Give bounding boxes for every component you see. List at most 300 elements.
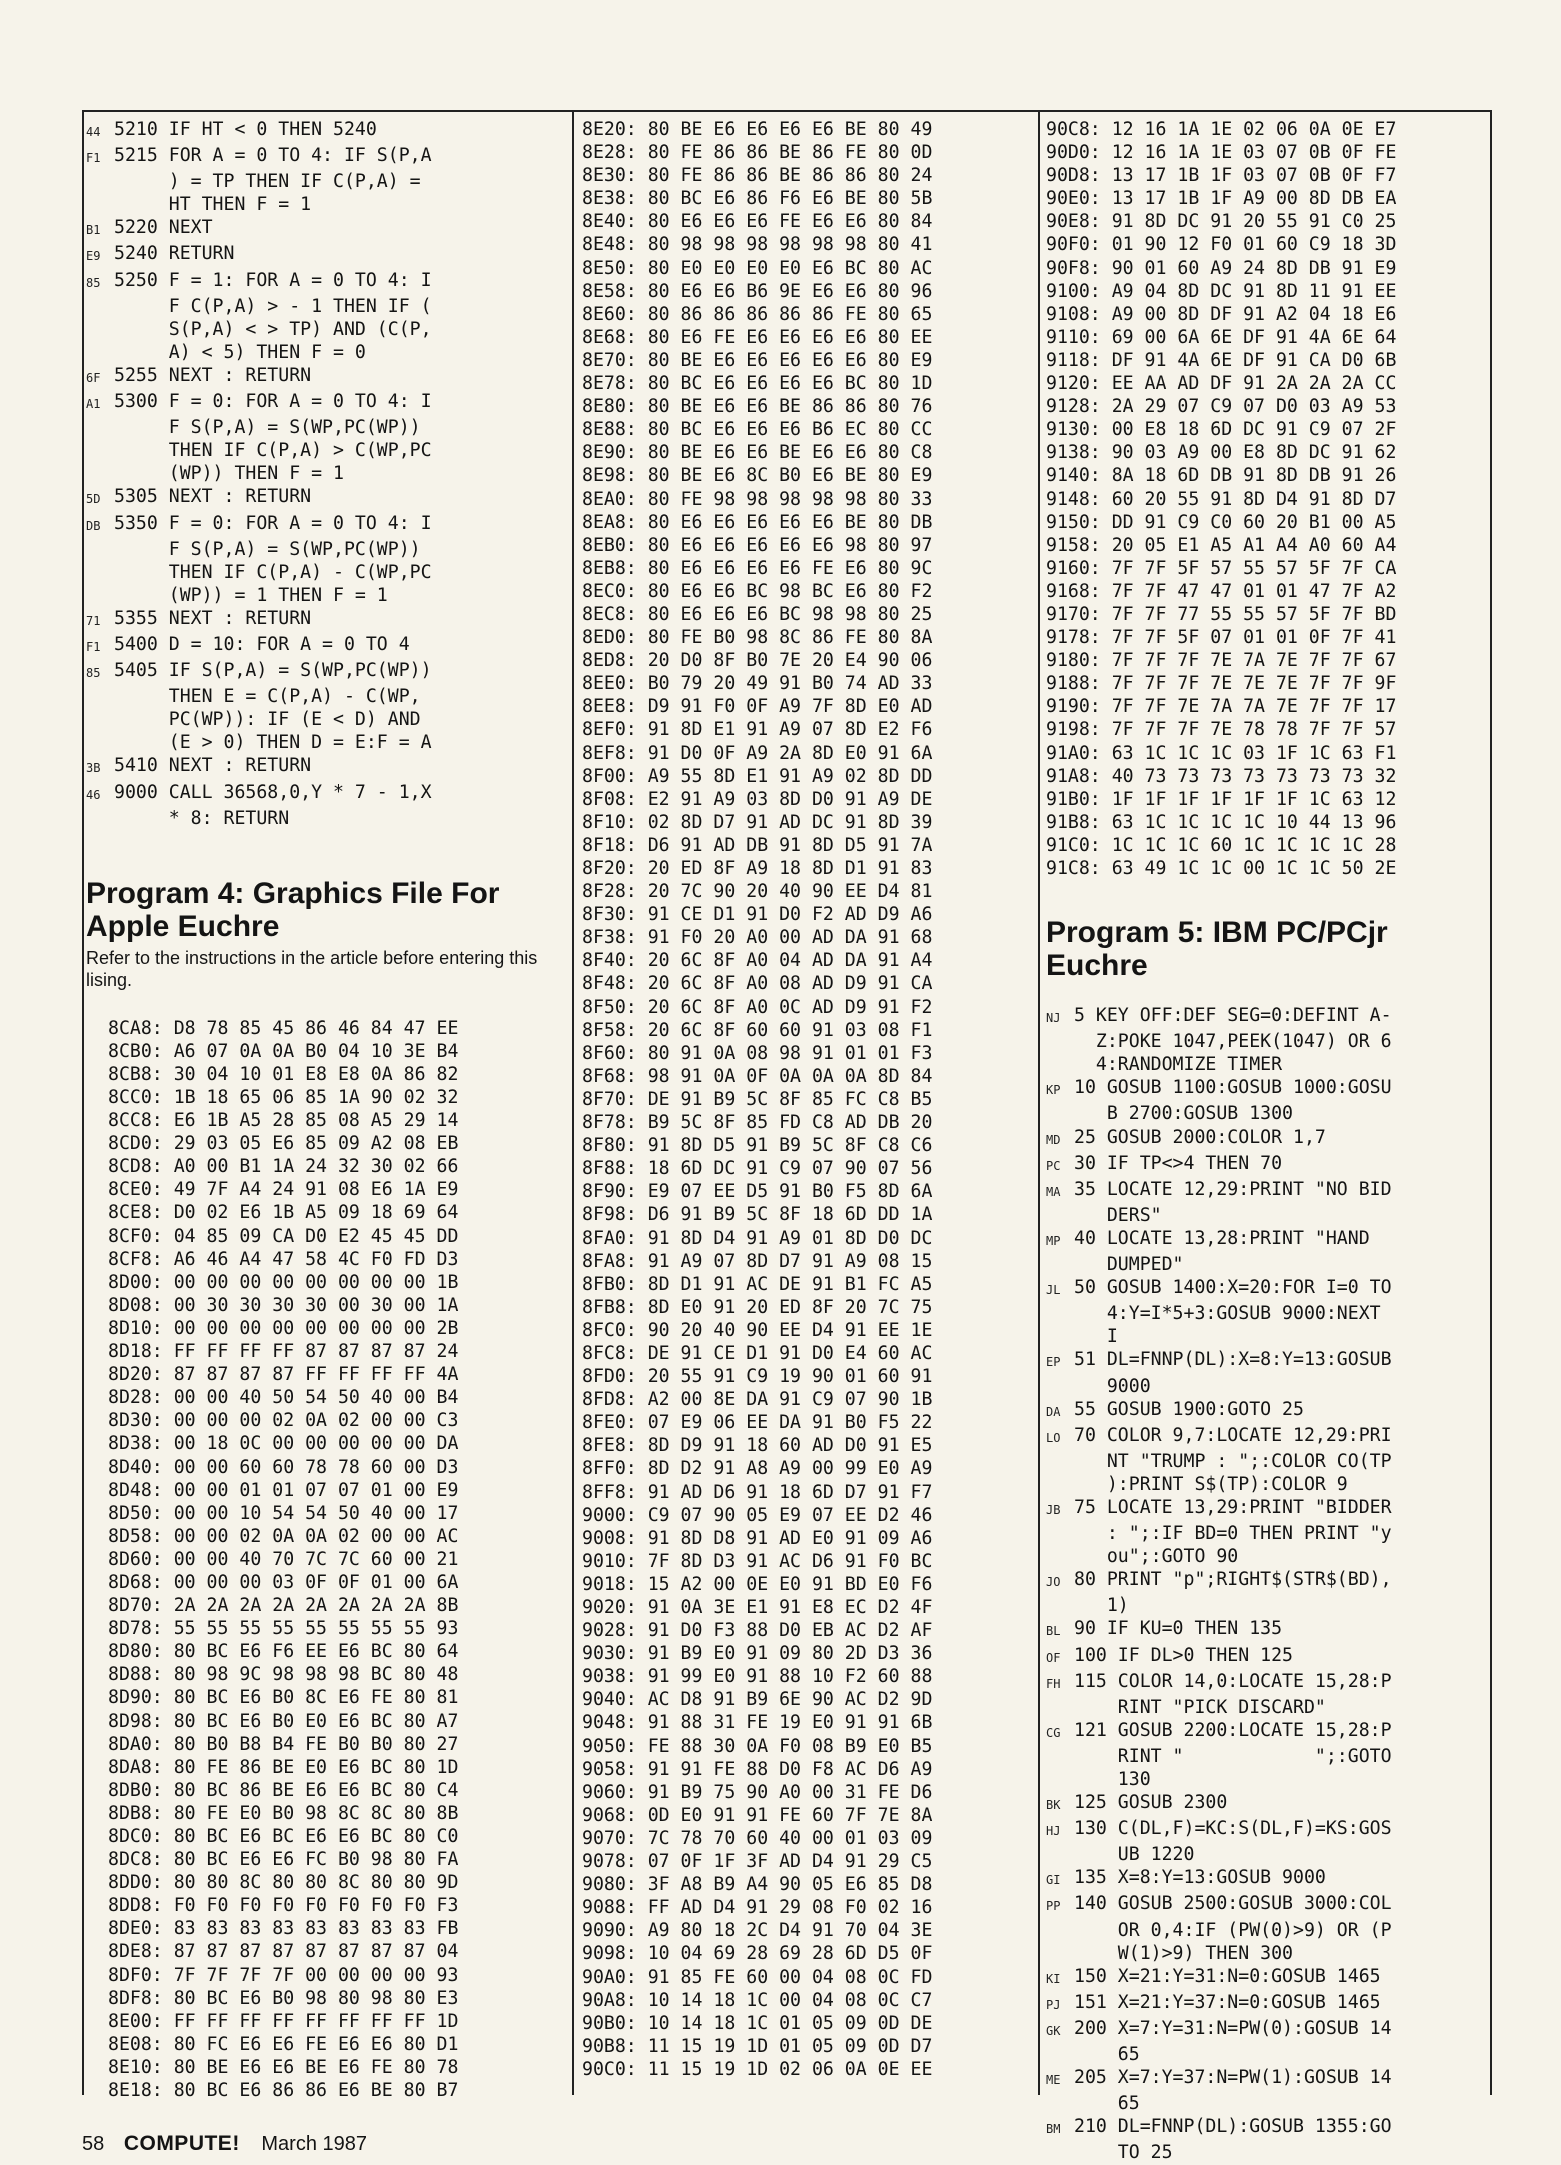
hex-line: 8D08: 00 30 30 30 30 00 30 00 1A	[108, 1294, 459, 1316]
hex-line: 9168: 7F 7F 47 47 01 01 47 7F A2	[1046, 580, 1397, 602]
code-text: THEN IF C(P,A) > C(WP,PC	[114, 440, 432, 462]
listing-line	[1046, 1568, 1486, 1594]
hex-line: 90A8: 10 14 18 1C 00 04 08 0C C7	[582, 1989, 933, 2011]
code-text: NT "TRUMP : ";:COLOR CO(TP	[1074, 1450, 1392, 1472]
code-text: 1)	[1074, 1595, 1129, 1617]
code-text: THEN IF C(P,A) - C(WP,PC	[114, 561, 432, 583]
code-text: 5355 NEXT : RETURN	[114, 607, 312, 629]
listing-line	[1046, 1348, 1486, 1374]
hex-line: 8E18: 80 BC E6 86 86 E6 BE 80 B7	[108, 2080, 459, 2102]
checksum-code: PP	[1046, 1899, 1061, 1914]
hex-line: 8EB8: 80 E6 E6 E6 E6 FE E6 80 9C	[582, 557, 933, 579]
hex-line: 8F08: E2 91 A9 03 8D D0 91 A9 DE	[582, 788, 933, 810]
hex-line: 8DB8: 80 FE E0 B0 98 8C 8C 80 8B	[108, 1802, 459, 1824]
listing-line	[1046, 1053, 1486, 1076]
listing-line	[1046, 1126, 1486, 1152]
checksum-code: DA	[1046, 1404, 1061, 1419]
hex-line: 9148: 60 20 55 91 8D D4 91 8D D7	[1046, 488, 1397, 510]
code-text: PC(WP)): IF (E < D) AND	[114, 709, 421, 731]
checksum-code: B1	[86, 223, 101, 238]
hex-line: 8F58: 20 6C 8F 60 60 91 03 08 F1	[582, 1019, 933, 1041]
listing-line	[1046, 1152, 1486, 1178]
hex-line: 8DA8: 80 FE 86 BE E0 E6 BC 80 1D	[108, 1756, 459, 1778]
listing-line	[1046, 1745, 1486, 1768]
hex-line: 91C0: 1C 1C 1C 60 1C 1C 1C 1C 28	[1046, 834, 1397, 856]
code-text: 55 GOSUB 1900:GOTO 25	[1074, 1398, 1304, 1420]
hex-line: 8CA8: D8 78 85 45 86 46 84 47 EE	[108, 1017, 459, 1039]
listing-line	[86, 144, 566, 170]
hex-line: 8FD0: 20 55 91 C9 19 90 01 60 91	[582, 1366, 933, 1388]
checksum-code: NJ	[1046, 1011, 1061, 1026]
checksum-code: 85	[86, 275, 101, 290]
listing-line	[1046, 1102, 1486, 1125]
checksum-code	[1046, 2043, 1074, 2066]
hex-line: 9108: A9 00 8D DF 91 A2 04 18 E6	[1046, 303, 1397, 325]
hex-line: 90D8: 13 17 1B 1F 03 07 0B 0F F7	[1046, 165, 1397, 187]
hex-line: 8F88: 18 6D DC 91 C9 07 90 07 56	[582, 1158, 933, 1180]
code-text: 70 COLOR 9,7:LOCATE 12,29:PRI	[1074, 1424, 1392, 1446]
hex-line: 9018: 15 A2 00 0E E0 91 BD E0 F6	[582, 1573, 933, 1595]
hex-line: 8CB0: A6 07 0A 0A B0 04 10 3E B4	[108, 1040, 459, 1062]
checksum-code	[1046, 1204, 1074, 1227]
hex-line: 8D50: 00 00 10 54 54 50 40 00 17	[108, 1502, 459, 1524]
left-rule	[82, 110, 84, 2095]
checksum-code	[1046, 1919, 1074, 1942]
hex-line: 9140: 8A 18 6D DB 91 8D DB 91 26	[1046, 465, 1397, 487]
hex-line: 8EC0: 80 E6 E6 BC 98 BC E6 80 F2	[582, 580, 933, 602]
hex-line: 90B0: 10 14 18 1C 01 05 09 0D DE	[582, 2012, 933, 2034]
listing-line	[1046, 1302, 1486, 1325]
hex-line: 8D38: 00 18 0C 00 00 00 00 00 DA	[108, 1433, 459, 1455]
hex-line: 8EA0: 80 FE 98 98 98 98 98 80 33	[582, 488, 933, 510]
listing-line	[86, 538, 566, 561]
checksum-code: EP	[1046, 1355, 1061, 1370]
listing-line	[1046, 2066, 1486, 2092]
issue-date: March 1987	[261, 2133, 367, 2155]
listing-line	[1046, 1670, 1486, 1696]
code-text: 5210 IF HT < 0 THEN 5240	[114, 119, 377, 140]
checksum-code: F1	[86, 639, 101, 654]
code-text: 5300 F = 0: FOR A = 0 TO 4: I	[114, 391, 432, 413]
checksum-code	[1046, 1768, 1074, 1791]
listing-line	[86, 708, 566, 731]
checksum-code: LO	[1046, 1430, 1061, 1445]
top-rule	[82, 110, 1492, 112]
code-text: 5250 F = 1: FOR A = 0 TO 4: I	[114, 269, 432, 291]
checksum-code	[1046, 1745, 1074, 1768]
hex-line: 8CE8: D0 02 E6 1B A5 09 18 69 64	[108, 1202, 459, 1224]
hex-line: 91A0: 63 1C 1C 1C 03 1F 1C 63 F1	[1046, 742, 1397, 764]
hex-line: 8E50: 80 E0 E0 E0 E0 E6 BC 80 AC	[582, 257, 933, 279]
column-divider-1	[572, 110, 574, 2095]
hex-line: 91B0: 1F 1F 1F 1F 1F 1F 1C 63 12	[1046, 788, 1397, 810]
hex-line: 8F00: A9 55 8D E1 91 A9 02 8D DD	[582, 765, 933, 787]
hex-line: 9180: 7F 7F 7F 7E 7A 7E 7F 7F 67	[1046, 650, 1397, 672]
listing-line	[1046, 1076, 1486, 1102]
hex-line: 9160: 7F 7F 5F 57 55 57 5F 7F CA	[1046, 557, 1397, 579]
hex-line: 8FA8: 91 A9 07 8D D7 91 A9 08 15	[582, 1250, 933, 1272]
checksum-code: GI	[1046, 1873, 1061, 1888]
hex-line: 8F68: 98 91 0A 0F 0A 0A 0A 8D 84	[582, 1065, 933, 1087]
code-text: * 8: RETURN	[114, 807, 290, 829]
listing-line	[86, 685, 566, 708]
hex-line: 9178: 7F 7F 5F 07 01 01 0F 7F 41	[1046, 627, 1397, 649]
hex-line: 9138: 90 03 A9 00 E8 8D DC 91 62	[1046, 442, 1397, 464]
hex-line: 8CD8: A0 00 B1 1A 24 32 30 02 66	[108, 1156, 459, 1178]
hex-line: 8FF8: 91 AD D6 91 18 6D D7 91 F7	[582, 1481, 933, 1503]
listing-line	[1046, 2115, 1486, 2141]
hex-line: 8DC0: 80 BC E6 BC E6 E6 BC 80 C0	[108, 1826, 459, 1847]
hex-line: 8F78: B9 5C 8F 85 FD C8 AD DB 20	[582, 1112, 933, 1134]
listing-line	[86, 216, 566, 242]
checksum-code: KI	[1046, 1971, 1061, 1986]
hex-line: 8FC8: DE 91 CE D1 91 D0 E4 60 AC	[582, 1342, 933, 1364]
checksum-code: OF	[1046, 1650, 1061, 1665]
code-text: 100 IF DL>0 THEN 125	[1074, 1644, 1293, 1666]
hex-line: 90C0: 11 15 19 1D 02 06 0A 0E EE	[582, 2058, 933, 2080]
checksum-code: 71	[86, 613, 101, 628]
hex-line: 8EF0: 91 8D E1 91 A9 07 8D E2 F6	[582, 719, 933, 741]
code-text: (E > 0) THEN D = E:F = A	[114, 732, 432, 754]
column-divider-2	[1038, 110, 1040, 2095]
hex-line: 9198: 7F 7F 7F 7E 78 78 7F 7F 57	[1046, 719, 1397, 741]
hex-line: 8CC0: 1B 18 65 06 85 1A 90 02 32	[108, 1087, 459, 1108]
hex-line: 8FF0: 8D D2 91 A8 A9 00 99 E0 A9	[582, 1458, 933, 1480]
hex-line: 8E60: 80 86 86 86 86 86 FE 80 65	[582, 303, 933, 325]
code-text: S(P,A) < > TP) AND (C(P,	[114, 318, 432, 340]
hex-line: 9038: 91 99 E0 91 88 10 F2 60 88	[582, 1666, 933, 1688]
code-text: 150 X=21:Y=31:N=0:GOSUB 1465	[1074, 1965, 1381, 1987]
listing-line	[1046, 1919, 1486, 1942]
hex-line: 9058: 91 91 FE 88 D0 F8 AC D6 A9	[582, 1758, 933, 1780]
code-text: 4:Y=I*5+3:GOSUB 9000:NEXT	[1074, 1303, 1381, 1325]
listing-line	[1046, 1522, 1486, 1545]
checksum-code	[86, 439, 114, 462]
listing-line	[86, 731, 566, 754]
code-text: DERS"	[1074, 1204, 1162, 1226]
checksum-code	[86, 193, 114, 216]
code-text: 5350 F = 0: FOR A = 0 TO 4: I	[114, 512, 432, 534]
code-text: 5 KEY OFF:DEF SEG=0:DEFINT A-	[1074, 1005, 1392, 1027]
code-text: B 2700:GOSUB 1300	[1074, 1103, 1293, 1125]
listing-line	[1046, 1227, 1486, 1253]
listing-line	[1046, 1866, 1486, 1892]
right-rule	[1490, 110, 1492, 2095]
hex-line: 8EC8: 80 E6 E6 E6 BC 98 98 80 25	[582, 603, 933, 625]
code-text: 121 GOSUB 2200:LOCATE 15,28:P	[1074, 1719, 1392, 1741]
hex-line: 8CD0: 29 03 05 E6 85 09 A2 08 EB	[108, 1133, 459, 1155]
checksum-code: PC	[1046, 1158, 1061, 1173]
code-text: OR 0,4:IF (PW(0)>9) OR (P	[1074, 1919, 1392, 1941]
checksum-code	[86, 462, 114, 485]
hex-line: 8F38: 91 F0 20 A0 00 AD DA 91 68	[582, 927, 933, 949]
hex-line: 9158: 20 05 E1 A5 A1 A4 A0 60 A4	[1046, 534, 1397, 556]
hex-line: 8ED0: 80 FE B0 98 8C 86 FE 80 8A	[582, 627, 933, 649]
checksum-code	[1046, 1302, 1074, 1325]
checksum-code	[86, 416, 114, 439]
column-2	[580, 118, 1035, 2078]
hex-line: 8E58: 80 E6 E6 B6 9E E6 E6 80 96	[582, 280, 933, 302]
checksum-code	[1046, 1325, 1074, 1348]
code-text: F S(P,A) = S(WP,PC(WP))	[114, 538, 421, 560]
code-text: 90 IF KU=0 THEN 135	[1074, 1618, 1283, 1640]
listing-line	[1046, 1696, 1486, 1719]
listing-line	[1046, 1817, 1486, 1843]
listing-line	[1046, 1892, 1486, 1918]
code-text: ou";:GOTO 90	[1074, 1546, 1239, 1568]
hex-line: 8E00: FF FF FF FF FF FF FF FF 1D	[108, 2010, 459, 2032]
checksum-code	[1046, 1545, 1074, 1568]
listing-line	[1046, 2017, 1486, 2043]
code-text: 35 LOCATE 12,29:PRINT "NO BID	[1074, 1178, 1392, 1200]
hex-line: 8E70: 80 BE E6 E6 E6 E6 E6 80 E9	[582, 349, 933, 371]
hex-line: 9128: 2A 29 07 C9 07 D0 03 A9 53	[1046, 396, 1397, 418]
code-text: Z:POKE 1047,PEEK(1047) OR 6	[1074, 1031, 1392, 1053]
checksum-code: 6F	[86, 370, 101, 385]
listing-line	[1046, 1178, 1486, 1204]
code-text: 135 X=8:Y=13:GOSUB 9000	[1074, 1867, 1326, 1889]
hex-line: 91C8: 63 49 1C 1C 00 1C 1C 50 2E	[1046, 858, 1397, 879]
code-text: 5405 IF S(P,A) = S(WP,PC(WP))	[114, 660, 432, 682]
listing-line	[1046, 1768, 1486, 1791]
hex-line: 8DE0: 83 83 83 83 83 83 83 83 FB	[108, 1918, 459, 1940]
hex-line: 8FA0: 91 8D D4 91 A9 01 8D D0 DC	[582, 1227, 933, 1249]
hex-line: 9080: 3F A8 B9 A4 90 05 E6 85 D8	[582, 1874, 933, 1896]
checksum-code: A1	[86, 397, 101, 412]
hex-line: 9170: 7F 7F 77 55 55 57 5F 7F BD	[1046, 603, 1397, 625]
hex-line: 9070: 7C 78 70 60 40 00 01 03 09	[582, 1827, 933, 1849]
hex-line: 8F28: 20 7C 90 20 40 90 EE D4 81	[582, 881, 933, 903]
hex-line: 8CF0: 04 85 09 CA D0 E2 45 45 DD	[108, 1225, 459, 1247]
checksum-code	[1046, 1375, 1074, 1398]
hex-line: 8EE0: B0 79 20 49 91 B0 74 AD 33	[582, 673, 933, 695]
checksum-code	[1046, 1696, 1074, 1719]
listing-line	[86, 781, 566, 807]
checksum-code: GK	[1046, 2023, 1061, 2038]
code-text: 5305 NEXT : RETURN	[114, 486, 312, 508]
program-4-note: Refer to the instructions in the article before entering this lising.	[86, 947, 538, 990]
listing-line	[86, 607, 566, 633]
hex-line: 9028: 91 D0 F3 88 D0 EB AC D2 AF	[582, 1620, 933, 1642]
code-text: 125 GOSUB 2300	[1074, 1792, 1228, 1814]
listing-line	[1046, 1204, 1486, 1227]
hex-line: 9190: 7F 7F 7E 7A 7A 7E 7F 7F 17	[1046, 696, 1397, 718]
code-text: 151 X=21:Y=37:N=0:GOSUB 1465	[1074, 1991, 1381, 2013]
code-text: 130	[1074, 1769, 1151, 1790]
listing-line	[1046, 1424, 1486, 1450]
checksum-code: ME	[1046, 2073, 1061, 2088]
checksum-code	[86, 708, 114, 731]
column-3	[1046, 118, 1486, 2164]
hex-line: 8CC8: E6 1B A5 28 85 08 A5 29 14	[108, 1110, 459, 1132]
hex-line: 8CB8: 30 04 10 01 E8 E8 0A 86 82	[108, 1063, 459, 1085]
listing-line	[86, 364, 566, 390]
hex-line: 8D98: 80 BC E6 B0 E0 E6 BC 80 A7	[108, 1710, 459, 1732]
code-text: 75 LOCATE 13,29:PRINT "BIDDER	[1074, 1496, 1392, 1518]
hex-line: 8DB0: 80 BC 86 BE E6 E6 BC 80 C4	[108, 1779, 459, 1801]
checksum-code: 5D	[86, 492, 101, 507]
checksum-code	[86, 731, 114, 754]
checksum-code	[86, 170, 114, 193]
hex-listing-program-4-end	[1046, 118, 1486, 880]
code-text: 5220 NEXT	[114, 217, 213, 239]
listing-line	[86, 269, 566, 295]
code-text: HT THEN F = 1	[114, 194, 312, 216]
hex-line: 8E80: 80 BE E6 E6 BE 86 86 80 76	[582, 396, 933, 418]
hex-line: 8F50: 20 6C 8F A0 0C AD D9 91 F2	[582, 996, 933, 1018]
hex-line: 8EB0: 80 E6 E6 E6 E6 E6 98 80 97	[582, 534, 933, 556]
code-text: 80 PRINT "p";RIGHT$(STR$(BD),	[1074, 1569, 1392, 1591]
code-text: 5240 RETURN	[114, 243, 235, 265]
program-4-title: Program 4: Graphics File For Apple Euchre	[86, 876, 500, 943]
hex-line: 8E40: 80 E6 E6 E6 FE E6 E6 80 84	[582, 211, 933, 233]
hex-line: 8FC0: 90 20 40 90 EE D4 91 EE 1E	[582, 1319, 933, 1341]
listing-line	[86, 242, 566, 268]
code-text: 65	[1074, 2044, 1140, 2066]
hex-line: 8E48: 80 98 98 98 98 98 98 80 41	[582, 234, 933, 256]
hex-line: 8D80: 80 BC E6 F6 EE E6 BC 80 64	[108, 1641, 459, 1663]
code-text: 200 X=7:Y=31:N=PW(0):GOSUB 14	[1074, 2017, 1392, 2039]
checksum-code	[1046, 1030, 1074, 1053]
hex-line: 9188: 7F 7F 7F 7E 7E 7E 7F 7F 9F	[1046, 673, 1397, 695]
checksum-code: 3B	[86, 761, 101, 776]
hex-line: 9030: 91 B9 E0 91 09 80 2D D3 36	[582, 1643, 933, 1665]
hex-line: 90F0: 01 90 12 F0 01 60 C9 18 3D	[1046, 234, 1397, 256]
code-text: 50 GOSUB 1400:X=20:FOR I=0 TO	[1074, 1277, 1392, 1299]
listing-line	[1046, 1719, 1486, 1745]
code-text: ) = TP THEN IF C(P,A) =	[114, 171, 421, 193]
hex-line: 9118: DF 91 4A 6E DF 91 CA D0 6B	[1046, 349, 1397, 371]
hex-line: 8F40: 20 6C 8F A0 04 AD DA 91 A4	[582, 950, 933, 972]
checksum-code: BM	[1046, 2122, 1061, 2137]
code-text: 205 X=7:Y=37:N=PW(1):GOSUB 14	[1074, 2067, 1392, 2089]
checksum-code	[86, 685, 114, 708]
code-text: 25 GOSUB 2000:COLOR 1,7	[1074, 1126, 1326, 1148]
hex-line: 8D18: FF FF FF FF 87 87 87 87 24	[108, 1341, 459, 1363]
checksum-code	[86, 584, 114, 607]
checksum-code: 46	[86, 787, 101, 802]
hex-line: 8F30: 91 CE D1 91 D0 F2 AD D9 A6	[582, 904, 933, 926]
listing-line	[1046, 1253, 1486, 1276]
listing-line	[1046, 1398, 1486, 1424]
checksum-code: MA	[1046, 1184, 1061, 1199]
hex-line: 8FE0: 07 E9 06 EE DA 91 B0 F5 22	[582, 1412, 933, 1434]
listing-program-3-end	[86, 118, 566, 830]
checksum-code: 85	[86, 666, 101, 681]
code-text: (WP)) = 1 THEN F = 1	[114, 584, 388, 606]
checksum-code: BK	[1046, 1798, 1061, 1813]
hex-line: 8F70: DE 91 B9 5C 8F 85 FC C8 B5	[582, 1088, 933, 1110]
hex-line: 8D60: 00 00 40 70 7C 7C 60 00 21	[108, 1548, 459, 1570]
hex-line: 9110: 69 00 6A 6E DF 91 4A 6E 64	[1046, 326, 1397, 348]
hex-line: 8D00: 00 00 00 00 00 00 00 00 1B	[108, 1271, 459, 1293]
listing-line	[86, 118, 566, 144]
code-text: 9000	[1074, 1375, 1151, 1397]
hex-line: 9090: A9 80 18 2C D4 91 70 04 3E	[582, 1920, 933, 1942]
listing-line	[1046, 1325, 1486, 1348]
code-text: W(1)>9) THEN 300	[1074, 1942, 1293, 1964]
listing-line	[1046, 2141, 1486, 2164]
checksum-code	[1046, 1053, 1074, 1076]
checksum-code: PJ	[1046, 1997, 1061, 2012]
listing-line	[1046, 1545, 1486, 1568]
hex-line: 8F20: 20 ED 8F A9 18 8D D1 91 83	[582, 858, 933, 879]
hex-line: 8D48: 00 00 01 01 07 07 01 00 E9	[108, 1479, 459, 1501]
code-text: : ";:IF BD=0 THEN PRINT "y	[1074, 1523, 1392, 1545]
checksum-code	[1046, 1522, 1074, 1545]
hex-line: 8D58: 00 00 02 0A 0A 02 00 00 AC	[108, 1525, 459, 1547]
column-1	[86, 118, 566, 2102]
hex-line: 9010: 7F 8D D3 91 AC D6 91 F0 BC	[582, 1550, 933, 1572]
hex-line: 8CE0: 49 7F A4 24 91 08 E6 1A E9	[108, 1179, 459, 1201]
hex-line: 8E90: 80 BE E6 E6 BE E6 E6 80 C8	[582, 442, 933, 464]
checksum-code: F1	[86, 151, 101, 166]
checksum-code	[86, 561, 114, 584]
listing-line	[86, 561, 566, 584]
checksum-code	[1046, 1102, 1074, 1125]
code-text: 5400 D = 10: FOR A = 0 TO 4	[114, 633, 410, 655]
checksum-code: DB	[86, 518, 101, 533]
hex-line: 9000: C9 07 90 05 E9 07 EE D2 46	[582, 1504, 933, 1526]
code-text: TO 25	[1074, 2142, 1173, 2164]
hex-line: 8E10: 80 BE E6 E6 BE E6 FE 80 78	[108, 2056, 459, 2078]
code-text: 10 GOSUB 1100:GOSUB 1000:GOSU	[1074, 1077, 1392, 1099]
checksum-code: HJ	[1046, 1824, 1061, 1839]
hex-line: 91A8: 40 73 73 73 73 73 73 73 32	[1046, 765, 1397, 787]
hex-line: 8DF8: 80 BC E6 B0 98 80 98 80 E3	[108, 1987, 459, 2009]
page-number: 58	[82, 2133, 105, 2155]
code-text: 51 DL=FNNP(DL):X=8:Y=13:GOSUB	[1074, 1349, 1392, 1371]
listing-line	[86, 584, 566, 607]
listing-line	[86, 659, 566, 685]
code-text: 30 IF TP<>4 THEN 70	[1074, 1152, 1283, 1174]
listing-line	[1046, 2092, 1486, 2115]
checksum-code	[1046, 1843, 1074, 1866]
listing-program-5	[1046, 1004, 1486, 2164]
checksum-code	[86, 295, 114, 318]
magazine-name: COMPUTE!	[123, 2132, 240, 2155]
hex-line: 9050: FE 88 30 0A F0 08 B9 E0 B5	[582, 1735, 933, 1757]
hex-line: 90D0: 12 16 1A 1E 03 07 0B 0F FE	[1046, 142, 1397, 164]
hex-line: 8D40: 00 00 60 60 78 78 60 00 D3	[108, 1456, 459, 1478]
code-text: DUMPED"	[1074, 1254, 1184, 1276]
hex-line: 8CF8: A6 46 A4 47 58 4C F0 FD D3	[108, 1248, 459, 1270]
checksum-code: JB	[1046, 1502, 1061, 1517]
listing-line	[1046, 1594, 1486, 1617]
listing-line	[1046, 1375, 1486, 1398]
checksum-code	[86, 318, 114, 341]
listing-line	[86, 754, 566, 780]
hex-line: 8D78: 55 55 55 55 55 55 55 55 93	[108, 1618, 459, 1640]
hex-line: 8D70: 2A 2A 2A 2A 2A 2A 2A 2A 8B	[108, 1595, 459, 1617]
listing-line	[86, 390, 566, 416]
listing-line	[1046, 1004, 1486, 1030]
code-text: ):PRINT S$(TP):COLOR 9	[1074, 1473, 1348, 1495]
listing-line	[86, 485, 566, 511]
code-text: 115 COLOR 14,0:LOCATE 15,28:P	[1074, 1670, 1392, 1692]
hex-line: 8DD8: F0 F0 F0 F0 F0 F0 F0 F0 F3	[108, 1895, 459, 1917]
hex-line: 8E98: 80 BE E6 8C B0 E6 BE 80 E9	[582, 465, 933, 487]
hex-line: 8FB8: 8D E0 91 20 ED 8F 20 7C 75	[582, 1296, 933, 1318]
code-text: F S(P,A) = S(WP,PC(WP))	[114, 417, 421, 439]
hex-line: 9088: FF AD D4 91 29 08 F0 02 16	[582, 1897, 933, 1919]
checksum-code: JL	[1046, 1283, 1061, 1298]
hex-listing-program-4-continued	[580, 118, 1035, 2081]
code-text: 5215 FOR A = 0 TO 4: IF S(P,A	[114, 145, 432, 167]
hex-line: 8DC8: 80 BC E6 E6 FC B0 98 80 FA	[108, 1849, 459, 1871]
hex-line: 9120: EE AA AD DF 91 2A 2A 2A CC	[1046, 373, 1397, 395]
code-text: 5410 NEXT : RETURN	[114, 755, 312, 777]
